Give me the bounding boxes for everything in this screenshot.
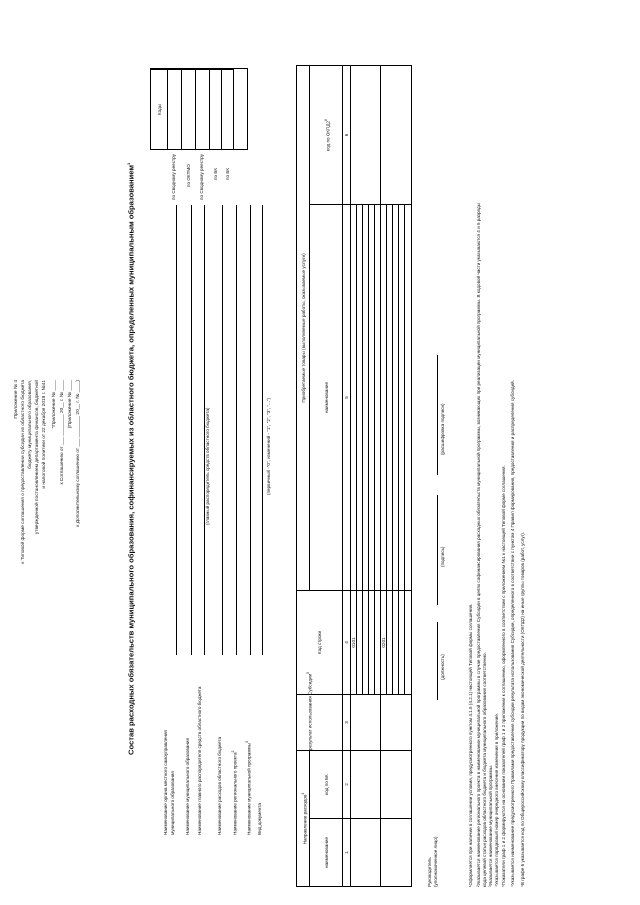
code-cell-3[interactable] <box>196 69 210 149</box>
cell-r2-sub4[interactable] <box>405 590 411 694</box>
cell-line-code-0201: 0201 <box>381 590 387 694</box>
field-label-program-text: Наименование муниципальной программы <box>246 743 252 835</box>
header-appendix-no: "Приложение № ____ <box>52 380 57 429</box>
field-label-organ-2: муниципального образования <box>170 771 175 835</box>
doc-type-hint: (первичный -"0", изменений - "1", "2", "3", "...") <box>266 397 271 495</box>
header-additional: к Дополнительному соглашению от ___ ________ 20__ г. № ____) <box>76 380 81 527</box>
decoding-caption: (расшифровка подписи) <box>440 403 445 455</box>
signature-head-2: (уполномоченное лицо) <box>433 836 438 887</box>
codes-header: Коды <box>151 69 168 149</box>
code-cell-4[interactable] <box>210 69 222 149</box>
position-line[interactable] <box>437 622 438 700</box>
field-line-mo[interactable] <box>191 205 192 655</box>
th-expenses-text: Направление расходов <box>302 794 308 845</box>
document-title <box>126 163 136 755</box>
code-label-3: по Сводному реестру <box>199 154 204 200</box>
cell-r1-okpd[interactable] <box>351 66 381 204</box>
field-label-doc-type: Вид документа <box>257 803 262 835</box>
header-appendix: Приложение № 4 <box>14 380 19 419</box>
footnote-4: ⁴Указывается порядковый номер очередного внесения изменения в приложение. <box>494 712 499 887</box>
field-line-project[interactable] <box>236 205 237 655</box>
footnote-6: ⁶Указывается наименование предусмотренного Правилами предоставления субсидии результата использования Субсидии, определенного в соответствии с пунктом 4 Правил формирования, предоставления и распределения субсидий. <box>510 380 515 887</box>
code-label-1: по Сводному реестру <box>171 154 176 200</box>
codes-box <box>150 68 248 150</box>
field-line-doc-type[interactable] <box>262 205 263 655</box>
th-result-text: результат использования Субсидии <box>307 673 313 750</box>
th-line-code: Код строки <box>297 590 343 694</box>
field-label-program <box>245 741 252 835</box>
th-expenses-bk: код по БК <box>310 750 343 818</box>
col-num-1: 1 <box>343 818 351 886</box>
field-hint-grbs: (главный распорядитель средств областного бюджета) <box>205 407 210 525</box>
code-label-4: по БК <box>213 167 218 180</box>
th-goods: Приобретаемые товары (выполняемые работы, оказываемые услуги) <box>297 66 310 590</box>
header-appendix-no2: (Приложение № ____ <box>68 380 73 429</box>
code-label-5: по БК <box>225 167 230 180</box>
field-label-organ: Наименование органа местного самоуправления <box>163 730 168 835</box>
field-line-organ[interactable] <box>176 205 177 655</box>
cell-r2-okpd[interactable] <box>381 66 411 204</box>
title-footnote-mark: 1 <box>126 162 131 165</box>
th-okpd-text: код по ОКПД2 <box>325 120 331 151</box>
field-label-grbs: Наименование главного распорядителя средств областного бюджета <box>197 686 202 835</box>
th-result-sup: 5 <box>306 671 310 674</box>
footnote-2b: кода целевой статьи расходов областного бюджета и бюджета муниципального образования соответственно. <box>482 652 487 887</box>
code-label-2: по ОКТМО <box>186 164 191 187</box>
footnote-3: ³Указывается наименование муниципальной программы. <box>488 764 493 887</box>
title-text: Состав расходных обязательств муниципального образования, софинансируемых из областного бюджета, определенных муниципальным образованием <box>126 165 136 755</box>
footnote-2: ²Указывается наименование регионального проекта в наименовании муниципальной программы в случае предоставления Субсидии в целях софинансирования расходных обязательств муниципальной программы, возникающих при реализации муниципальной программы. В кодовой части указываются 4 и 5 разряды <box>476 203 481 887</box>
cell-r2-result[interactable] <box>381 694 411 750</box>
cell-line-code-0101: 0101 <box>351 590 357 694</box>
code-cell-5[interactable] <box>222 69 234 149</box>
cell-r2-bk[interactable] <box>381 750 411 818</box>
th-goods-name: наименование <box>310 204 343 590</box>
field-label-project-text: Наименование регионального проекта <box>232 752 238 835</box>
code-cell-2[interactable] <box>182 69 196 149</box>
th-expenses-sup: 4 <box>301 792 305 795</box>
code-cell-6[interactable] <box>234 69 247 149</box>
field-label-mo: Наименование муниципального образования <box>185 738 190 835</box>
cell-r2-name[interactable] <box>381 818 411 886</box>
expenses-table <box>296 65 412 887</box>
col-num-6: 6 <box>343 66 351 204</box>
cell-r1-bk[interactable] <box>351 750 381 818</box>
field-label-project-sup: 2 <box>231 750 235 753</box>
header-block <box>14 380 98 740</box>
signature-caption: (подпись) <box>440 546 445 567</box>
footnote-5: ⁵Показатели граф 1 и 2 формируются на основании показателей граф 1 и 2 приложения к соглашению, оформленного в соответствии с приложением №1 к настоящей Типовой форме соглашения. <box>501 465 506 887</box>
th-expenses-name: наименование <box>310 818 343 886</box>
field-label-project <box>231 751 238 835</box>
decoding-line[interactable] <box>437 355 438 475</box>
th-expenses <box>297 750 310 886</box>
cell-r1-result[interactable] <box>351 694 381 750</box>
header-budget-mo: бюджету муниципального образования, <box>28 380 33 469</box>
header-to-form: к Типовой форме соглашения о предоставлении субсидии из областного бюджета <box>21 380 26 564</box>
header-approved: утвержденной постановлением департамента финансов, бюджетной <box>35 380 40 535</box>
field-line-expenses[interactable] <box>222 205 223 655</box>
col-num-3: 3 <box>343 694 351 750</box>
field-line-program[interactable] <box>250 205 251 655</box>
position-caption: (должность) <box>440 654 445 680</box>
col-num-5: 5 <box>343 204 351 590</box>
signature-line[interactable] <box>437 495 438 605</box>
field-label-program-sup: 3 <box>245 741 249 744</box>
cell-r1-name[interactable] <box>351 818 381 886</box>
code-cell-1[interactable] <box>168 69 182 149</box>
header-tax-policy: и налоговой политики от 22 декабря 2019 г. №41 <box>42 380 47 489</box>
col-num-2: 2 <box>343 750 351 818</box>
th-okpd-sup: 6 <box>324 119 328 121</box>
field-label-expenses: Наименование расходов областного бюджета <box>217 736 222 835</box>
th-okpd <box>310 66 343 204</box>
header-agreement: к Соглашению от ___ ________ 20__ г. № ____ <box>60 380 65 485</box>
footnote-7: ⁶В графе 6 указывается код по Общероссийскому классификатору продукции по видам экономической деятельности (ОКПД2) на иные группы товаров (работ, услуг). <box>520 531 525 887</box>
cell-r2-goods-e[interactable] <box>405 204 411 590</box>
th-result <box>297 671 343 750</box>
footnotes <box>468 27 598 887</box>
footnote-1: ¹Оформляется при наличии в соглашении условия, предусмотренного пунктом 4.1.5 (4.2.1) настоящей Типовой формы соглашения. <box>468 603 473 887</box>
signature-head: Руководитель <box>427 857 432 887</box>
col-num-4: 4 <box>343 590 351 694</box>
